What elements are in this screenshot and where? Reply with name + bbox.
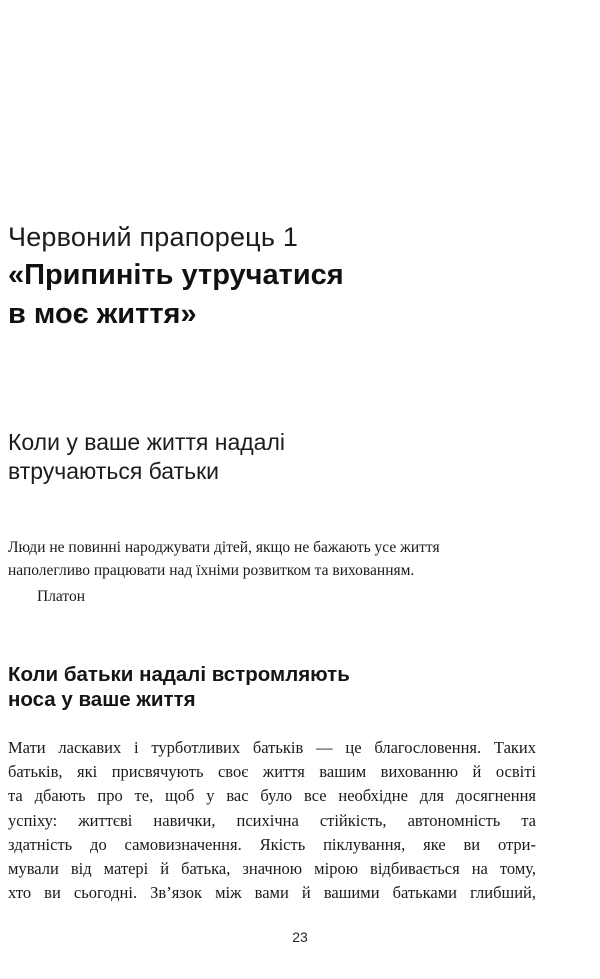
subsection-heading-line: Коли батьки надалі встромляють [8, 663, 350, 686]
body-line: мували від матері й батька, значною мірою відбивається на тому, [8, 859, 536, 879]
body-line: хто ви сьогодні. Зв’язок між вами й вашими батьками глибший, [8, 883, 536, 903]
epigraph-author: Платон [37, 588, 86, 605]
chapter-title-line: «Припиніть утручатися [8, 259, 344, 291]
chapter-title-line: в моє життя» [8, 298, 197, 330]
subsection-heading [8, 662, 350, 712]
epigraph-line: Люди не повинні народжувати дітей, якщо не бажають усе життя [8, 539, 440, 556]
subsection-heading-line: носа у ваше життя [8, 688, 196, 711]
body-line: батьків, які присвячують своє життя вашим вихованню й освіті [8, 762, 536, 782]
epigraph-line: наполегливо працювати над їхніми розвитком та вихованням. [8, 562, 415, 579]
body-line: здатність до самовизначення. Якість піклування, яке ви отри- [8, 834, 536, 854]
page-number: 23 [292, 929, 308, 945]
section-heading-line: Коли у ваше життя надалі [8, 429, 285, 455]
body-line: та дбають про те, щоб у вас було все необхідне для досягнення [8, 786, 536, 806]
epigraph-quote [8, 536, 568, 582]
body-line: успіху: життєві навички, психічна стійкість, автономність та [8, 810, 536, 830]
section-heading-line: втручаються батьки [8, 458, 220, 484]
body-line: Мати ласкавих і турботливих батьків — це благословення. Таких [8, 738, 536, 757]
body-paragraph [8, 736, 536, 905]
chapter-label: Червоний прапорець 1 [8, 222, 299, 252]
section-heading [8, 428, 285, 486]
chapter-title [8, 256, 568, 334]
